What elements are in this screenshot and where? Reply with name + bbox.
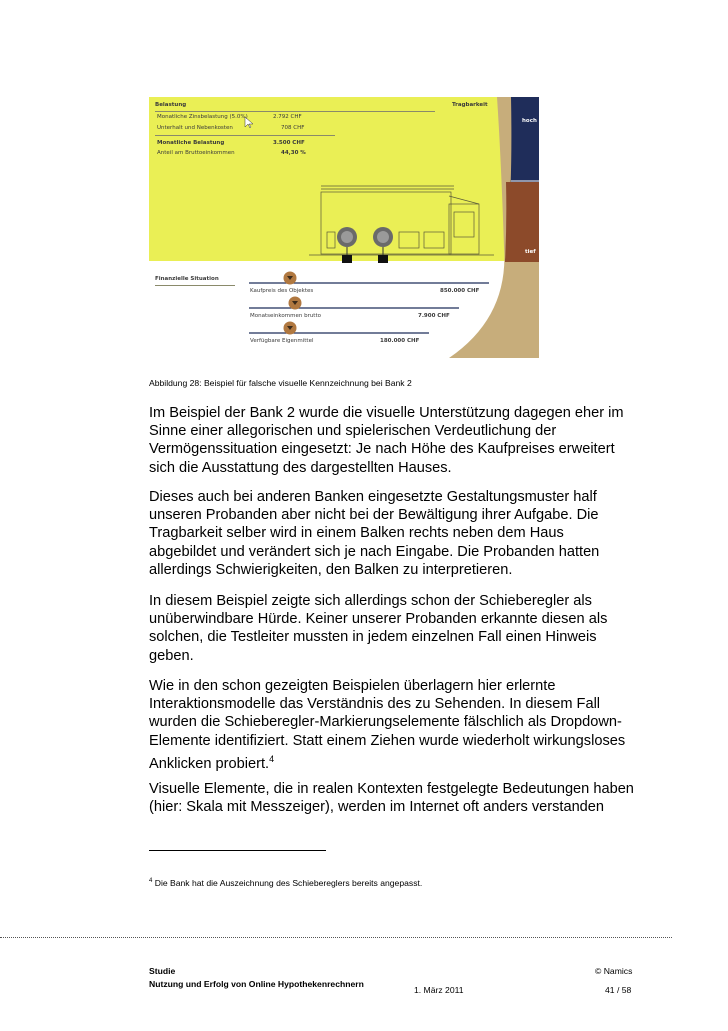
text-line: sich die Ausstattung des dargestellten Hauses. (149, 459, 452, 476)
belastung-heading: Belastung (155, 102, 187, 108)
row-value: 44,30 % (281, 150, 306, 156)
paragraph (149, 780, 649, 816)
footer-title: Studie (149, 966, 176, 976)
text-line: geben. (149, 647, 194, 664)
footer-date: 1. März 2011 (414, 985, 464, 995)
page-number: 41 / 58 (605, 985, 632, 995)
slider-handle[interactable] (284, 322, 297, 335)
divider (155, 285, 235, 286)
row-label: Unterhalt und Nebenkosten (157, 125, 233, 131)
text-line: Im Beispiel der Bank 2 wurde die visuelle Unterstützung dagegen eher im (149, 405, 624, 421)
slider-label: Monatseinkommen brutto (250, 313, 321, 319)
row-label: Monatliche Zinsbelastung (5.0%) (157, 114, 248, 120)
slider-value: 180.000 CHF (380, 338, 420, 344)
divider (155, 135, 335, 136)
footnote-text: Die Bank hat die Auszeichnung des Schiebereglers bereits angepasst. (154, 878, 423, 888)
hoch-label: hoch (522, 118, 537, 124)
text-line: abgebildet und verändert sich je nach Eingabe. Die Probanden hatten (149, 543, 600, 560)
tief-label: tief (525, 249, 536, 255)
text-line: Anklicken probiert. (149, 755, 270, 772)
text-line: Interaktionsmodelle das Verständnis des zu Sehenden. In diesem Fall (149, 696, 601, 713)
paragraph (149, 404, 649, 477)
figure-caption: Abbildung 28: Beispiel für falsche visuelle Kennzeichnung bei Bank 2 (149, 378, 412, 388)
text-line: unüberwindbare Hürde. Keiner unserer Probanden erkannte diesen als (149, 611, 608, 628)
divider (155, 111, 435, 112)
footnote-reference[interactable]: 4 (269, 753, 275, 764)
finanzielle-situation-heading: Finanzielle Situation (155, 276, 219, 282)
text-line: (hier: Skala mit Messzeiger), werden im Internet oft anders verstanden (149, 799, 605, 816)
paragraph (149, 488, 649, 579)
paragraph (149, 677, 649, 773)
text-line: In diesem Beispiel zeigte sich allerdings schon der Schieberegler als (149, 593, 592, 609)
text-line: solchen, die Testleiter mussten in jedem einzelnen Fall einen Hinweis (149, 629, 597, 646)
text-line: Dieses auch bei anderen Banken eingesetzte Gestaltungsmuster half (149, 489, 597, 505)
row-label: Anteil am Bruttoeinkommen (157, 150, 235, 156)
footer-divider (0, 937, 672, 938)
text-line: Sinne einer allegorischen und spielerischen Verdeutlichung der (149, 423, 557, 440)
tragbarkeit-heading: Tragbarkeit (452, 102, 488, 108)
row-value: 708 CHF (281, 125, 305, 131)
row-value: 3.500 CHF (273, 140, 305, 146)
figure-graphics (149, 97, 539, 358)
slider-value: 7.900 CHF (418, 313, 450, 319)
text-line: allerdings Schwierigkeiten, den Balken zu interpretieren. (149, 561, 513, 578)
tree-icon (337, 227, 357, 263)
footnote-number: 4 (149, 878, 153, 885)
text-line: wurden die Schieberegler-Markierungselemente fälschlich als Dropdown- (149, 714, 622, 731)
text-line: Tragbarkeit selber wird in einem Balken rechts neben dem Haus (149, 525, 564, 542)
slider-label: Kaufpreis des Objektes (250, 288, 314, 294)
tree-icon (373, 227, 393, 263)
text-line-with-footnote (149, 750, 649, 773)
text-line: Vermögenssituation eingesetzt: Je nach Höhe des Kaufpreises erweitert (149, 441, 615, 458)
footnote-separator (149, 850, 326, 851)
slider-value: 850.000 CHF (440, 288, 480, 294)
footer-copyright: © Namics (595, 966, 633, 976)
text-line: Visuelle Elemente, die in realen Kontexten festgelegte Bedeutungen haben (149, 781, 634, 797)
footer-subtitle: Nutzung und Erfolg von Online Hypothekenrechnern (149, 979, 364, 989)
text-line: Wie in den schon gezeigten Beispielen überlagern hier erlernte (149, 678, 556, 694)
slider-label: Verfügbare Eigenmittel (250, 338, 314, 344)
footnote (149, 878, 422, 888)
house-illustration (309, 186, 494, 255)
slider-handle[interactable] (289, 297, 302, 310)
text-line: unseren Probanden aber nicht bei der Bewältigung ihrer Aufgabe. Die (149, 507, 599, 524)
paragraph (149, 592, 649, 665)
slider-handle[interactable] (284, 272, 297, 285)
figure-bank2-calculator (149, 97, 539, 358)
row-value: 2.792 CHF (273, 114, 302, 120)
row-label: Monatliche Belastung (157, 140, 225, 146)
text-line: Elemente identifiziert. Statt einem Ziehen wurde wiederholt wirkungsloses (149, 732, 626, 749)
